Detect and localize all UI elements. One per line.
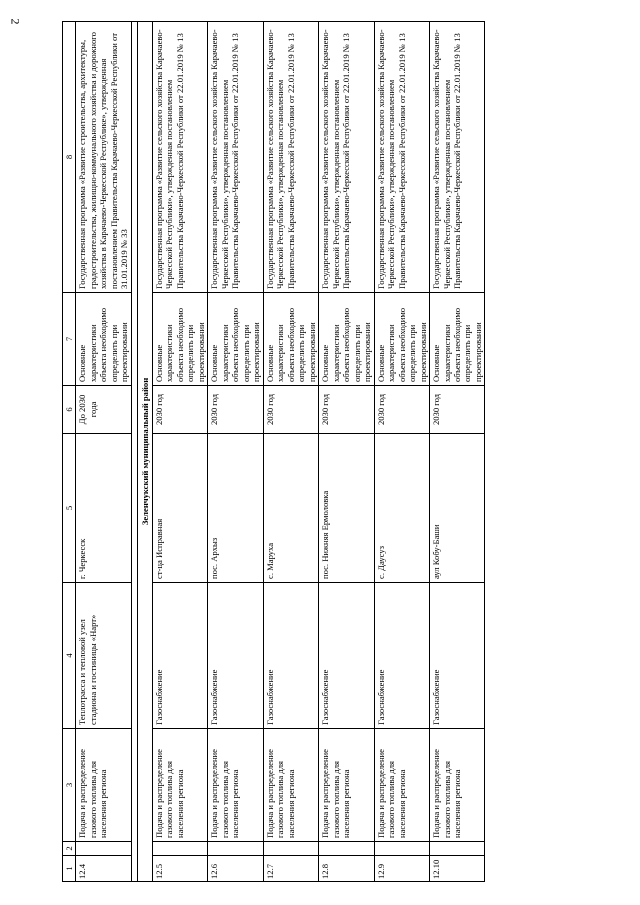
row-object: Теплотрасса и тепловой узел стадиона и гостиницы «Нарт» bbox=[76, 583, 131, 729]
row-deadline: 2030 год bbox=[374, 386, 429, 434]
row-characteristics: Основные характеристики объекта необходимо определить при проектировании bbox=[374, 293, 429, 386]
row-col2 bbox=[374, 842, 429, 856]
row-object: Газоснабжение bbox=[430, 583, 485, 729]
section-row bbox=[137, 22, 152, 882]
row-number: 12.9 bbox=[374, 856, 429, 882]
column-number-row bbox=[63, 22, 76, 882]
row-location: пос. Архыз bbox=[208, 434, 263, 583]
row-program: Государственная программа «Развитие сельского хозяйства Карачаево-Черкесской Республики», утвержденная постановлением Правительства Карачаево-Черкесской Республики от 22.01.2019 № 13 bbox=[430, 22, 485, 293]
row-purpose: Подача и распределение газового топлива для населения региона bbox=[374, 729, 429, 842]
row-number: 12.6 bbox=[208, 856, 263, 882]
row-object: Газоснабжение bbox=[152, 583, 207, 729]
column-header: 8 bbox=[63, 22, 76, 293]
row-deadline: 2030 год bbox=[208, 386, 263, 434]
row-characteristics: Основные характеристики объекта необходимо определить при проектировании bbox=[430, 293, 485, 386]
column-header: 1 bbox=[63, 856, 76, 882]
row-program: Государственная программа «Развитие строительства, архитектуры, градостроительства, жилищно-коммунального хозяйства и дорожного хозяйства в Карачаево-Черкесской Республике», утвержденная постановлением Правительства Карачаево-Черкесской Республики от 31.01.2019 № 33 bbox=[76, 22, 131, 293]
column-header: 7 bbox=[63, 293, 76, 386]
rotated-page-content bbox=[62, 22, 608, 882]
column-header: 5 bbox=[63, 434, 76, 583]
row-purpose: Подача и распределение газового топлива для населения региона bbox=[430, 729, 485, 842]
row-location: ст-ца Исправная bbox=[152, 434, 207, 583]
table-row bbox=[76, 22, 131, 882]
table-row bbox=[208, 22, 263, 882]
row-location: г. Черкесск bbox=[76, 434, 131, 583]
row-program: Государственная программа «Развитие сельского хозяйства Карачаево-Черкесской Республики», утвержденная постановлением Правительства Карачаево-Черкесской Республики от 22.01.2019 № 13 bbox=[152, 22, 207, 293]
row-deadline: 2030 год bbox=[263, 386, 318, 434]
column-header: 3 bbox=[63, 729, 76, 842]
row-deadline: 2030 год bbox=[430, 386, 485, 434]
row-program: Государственная программа «Развитие сельского хозяйства Карачаево-Черкесской Республики», утвержденная постановлением Правительства Карачаево-Черкесской Республики от 22.01.2019 № 13 bbox=[263, 22, 318, 293]
row-col2 bbox=[263, 842, 318, 856]
row-col2 bbox=[76, 842, 131, 856]
row-number: 12.8 bbox=[319, 856, 374, 882]
table-row bbox=[319, 22, 374, 882]
row-characteristics: Основные характеристики объекта необходимо определить при проектировании bbox=[76, 293, 131, 386]
row-characteristics: Основные характеристики объекта необходимо определить при проектировании bbox=[319, 293, 374, 386]
row-purpose: Подача и распределение газового топлива для населения региона bbox=[263, 729, 318, 842]
row-characteristics: Основные характеристики объекта необходимо определить при проектировании bbox=[152, 293, 207, 386]
row-object: Газоснабжение bbox=[374, 583, 429, 729]
row-deadline: До 2030 года bbox=[76, 386, 131, 434]
row-location: с. Даусуз bbox=[374, 434, 429, 583]
row-col2 bbox=[208, 842, 263, 856]
row-location: аул Кобу-Баши bbox=[430, 434, 485, 583]
row-purpose: Подача и распределение газового топлива для населения региона bbox=[208, 729, 263, 842]
row-program: Государственная программа «Развитие сельского хозяйства Карачаево-Черкесской Республики», утвержденная постановлением Правительства Карачаево-Черкесской Республики от 22.01.2019 № 13 bbox=[374, 22, 429, 293]
row-characteristics: Основные характеристики объекта необходимо определить при проектировании bbox=[208, 293, 263, 386]
row-characteristics: Основные характеристики объекта необходимо определить при проектировании bbox=[263, 293, 318, 386]
row-deadline: 2030 год bbox=[319, 386, 374, 434]
row-col2 bbox=[430, 842, 485, 856]
section-title: Зеленчукский муниципальный район bbox=[137, 22, 152, 882]
row-purpose: Подача и распределение газового топлива для населения региона bbox=[319, 729, 374, 842]
row-deadline: 2030 год bbox=[152, 386, 207, 434]
row-purpose: Подача и распределение газового топлива для населения региона bbox=[152, 729, 207, 842]
table-row bbox=[374, 22, 429, 882]
table-row bbox=[430, 22, 485, 882]
row-col2 bbox=[319, 842, 374, 856]
table-row bbox=[263, 22, 318, 882]
row-location: пос. Нижняя Ермоловка bbox=[319, 434, 374, 583]
row-program: Государственная программа «Развитие сельского хозяйства Карачаево-Черкесской Республики», утвержденная постановлением Правительства Карачаево-Черкесской Республики от 22.01.2019 № 13 bbox=[319, 22, 374, 293]
row-number: 12.7 bbox=[263, 856, 318, 882]
row-number: 12.5 bbox=[152, 856, 207, 882]
row-object: Газоснабжение bbox=[208, 583, 263, 729]
table-row bbox=[152, 22, 207, 882]
row-col2 bbox=[152, 842, 207, 856]
column-header: 4 bbox=[63, 583, 76, 729]
row-location: с. Маруха bbox=[263, 434, 318, 583]
row-object: Газоснабжение bbox=[319, 583, 374, 729]
row-program: Государственная программа «Развитие сельского хозяйства Карачаево-Черкесской Республики», утвержденная постановлением Правительства Карачаево-Черкесской Республики от 22.01.2019 № 13 bbox=[208, 22, 263, 293]
row-number: 12.4 bbox=[76, 856, 131, 882]
page-number: 2 bbox=[8, 18, 23, 25]
column-header: 2 bbox=[63, 842, 76, 856]
row-number: 12.10 bbox=[430, 856, 485, 882]
column-header: 6 bbox=[63, 386, 76, 434]
row-purpose: Подача и распределение газового топлива для населения региона bbox=[76, 729, 131, 842]
objects-table bbox=[62, 21, 485, 882]
row-object: Газоснабжение bbox=[263, 583, 318, 729]
